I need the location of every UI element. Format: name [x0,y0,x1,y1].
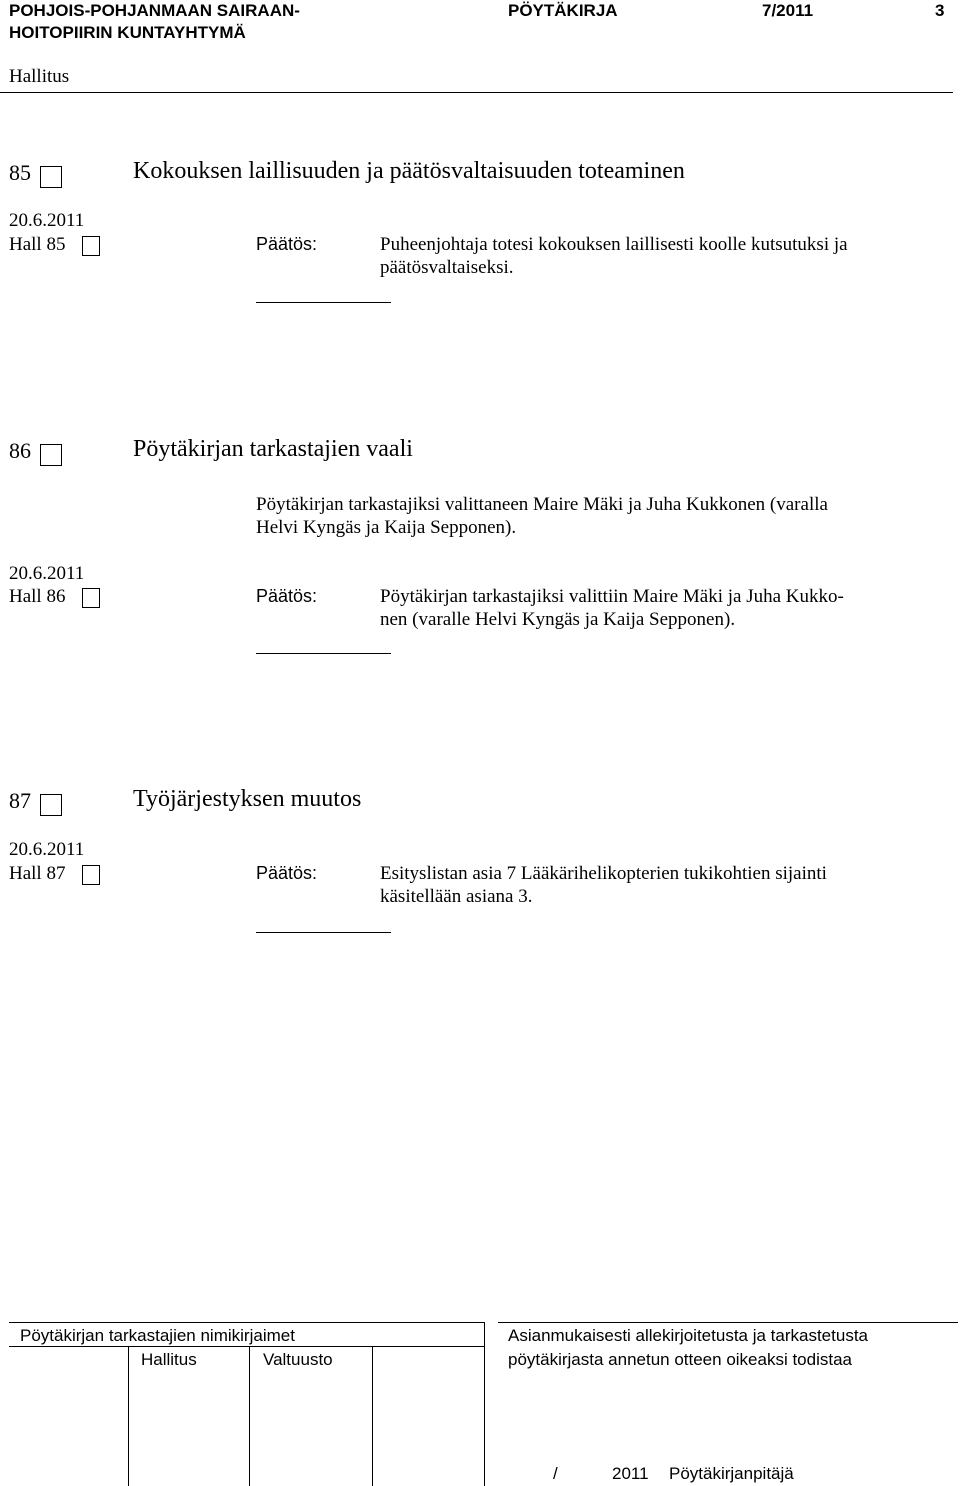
proposal-text-line1: Pöytäkirjan tarkastajiksi valittaneen Maire Mäki ja Juha Kukkonen (varalla [256,494,828,515]
org-name-line2: HOITOPIIRIN KUNTAYHTYMÄ [9,23,246,42]
section-number: 87 [9,788,31,813]
decision-text-line1: Puheenjohtaja totesi kokouksen laillisesti koolle kutsutuksi ja [380,234,848,255]
initials-title: Pöytäkirjan tarkastajien nimikirjaimet [20,1326,295,1345]
decision-label: Päätös: [256,863,318,883]
initials-title-rule [9,1346,484,1347]
decision-text-line1: Pöytäkirjan tarkastajiksi valittiin Maire Mäki ja Juha Kukko- [380,586,844,607]
section-sign-icon [40,166,62,188]
initials-col-divider [128,1346,129,1486]
section-end-rule [256,653,391,654]
initials-col-valtuusto: Valtuusto [263,1350,333,1369]
certification-line2: pöytäkirjasta annetun otteen oikeaksi todistaa [508,1350,853,1369]
section-title: Työjärjestyksen muutos [133,786,362,812]
section-sign-icon [40,444,62,466]
signature-year: 2011 [612,1464,649,1483]
section-title: Kokouksen laillisuuden ja päätösvaltaisuuden toteaminen [133,158,685,184]
decision-text-line2: päätösvaltaiseksi. [380,257,514,278]
item-ref: Hall 86 [9,586,66,607]
proposal-text-line2: Helvi Kyngäs ja Kaija Sepponen). [256,517,517,538]
certification-line1: Asianmukaisesti allekirjoitetusta ja tarkastetusta [508,1326,868,1345]
signer-title: Pöytäkirjanpitäjä [669,1464,794,1483]
footer-right-rule [498,1322,958,1323]
section-title: Pöytäkirjan tarkastajien vaali [133,436,413,462]
section-sign-icon [82,236,100,256]
item-ref: Hall 85 [9,234,66,255]
doc-number: 7/2011 [762,1,814,20]
meeting-date: 20.6.2011 [9,210,85,231]
signature-date-slash: / [553,1464,558,1483]
decision-text-line1: Esityslistan asia 7 Lääkärihelikopterien tukikohtien sijainti [380,863,827,884]
meeting-date: 20.6.2011 [9,563,85,584]
section-end-rule [256,932,391,933]
decision-text-line2: nen (varalle Helvi Kyngäs ja Kaija Sepponen). [380,609,736,630]
initials-col-divider [372,1346,373,1486]
header-rule [0,92,953,93]
decision-text-line2: käsitellään asiana 3. [380,886,533,907]
initials-col-divider [484,1322,485,1486]
footer-left-rule [9,1322,484,1323]
section-end-rule [256,302,391,303]
org-name-line1: POHJOIS-POHJANMAAN SAIRAAN- [9,1,300,20]
meeting-date: 20.6.2011 [9,839,85,860]
section-sign-icon [40,794,62,816]
initials-col-hallitus: Hallitus [141,1350,197,1369]
section-number: 85 [9,160,31,185]
item-ref: Hall 87 [9,863,66,884]
body-name: Hallitus [9,66,70,87]
initials-col-divider [249,1346,250,1486]
decision-label: Päätös: [256,586,318,606]
decision-label: Päätös: [256,234,318,254]
doc-type: PÖYTÄKIRJA [508,1,618,20]
section-sign-icon [82,865,100,885]
section-number: 86 [9,438,31,463]
section-sign-icon [82,588,100,608]
page-number: 3 [935,1,945,20]
